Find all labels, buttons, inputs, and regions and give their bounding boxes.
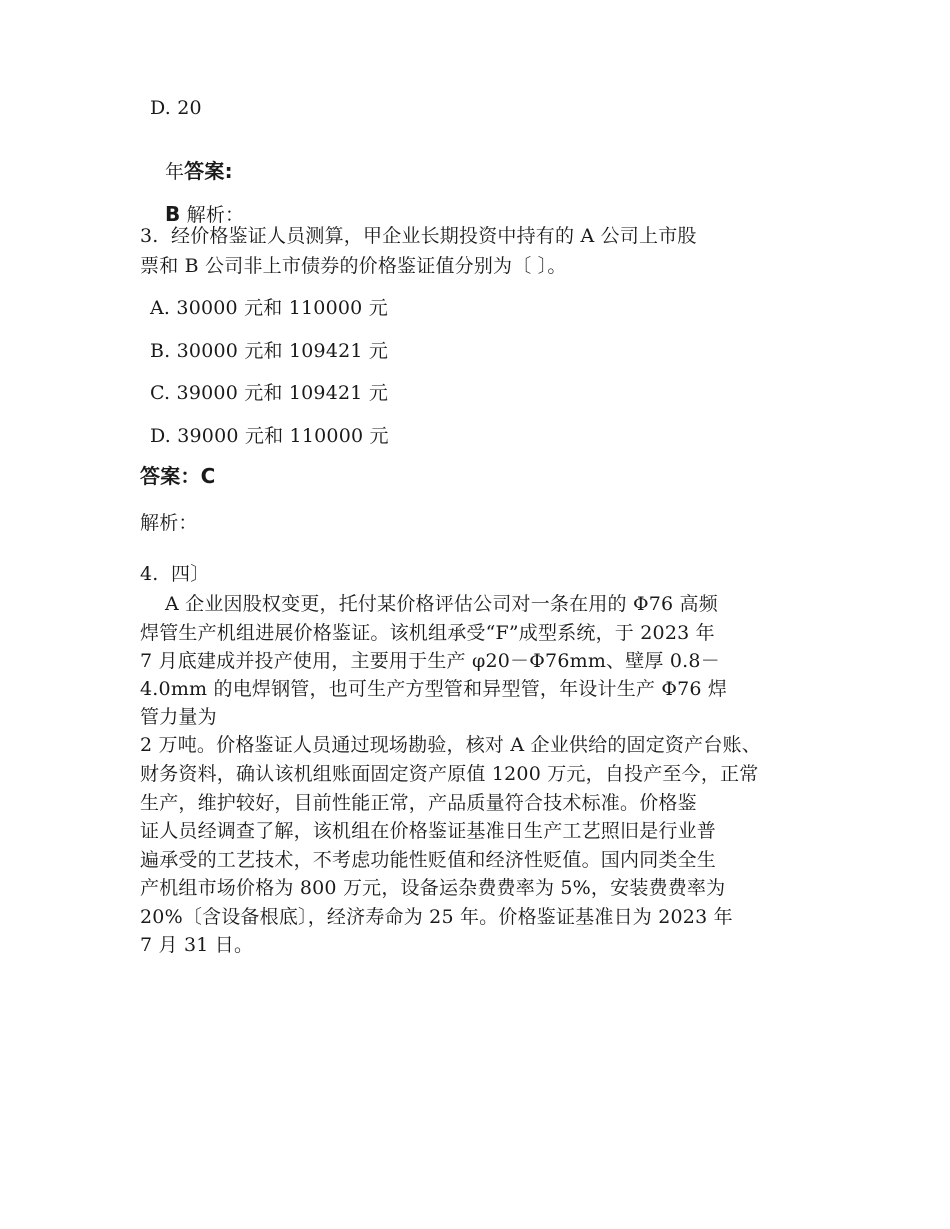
q3-option-b: B. 30000 元和 109421 元 [150,340,389,362]
q2-answer-label: 答案: [184,159,233,183]
q3-stem-line-1: 3. 经价格鉴证人员测算，甲企业长期投资中持有的 A 公司上市股 [140,225,697,247]
q4-heading: 4. 四〕 [140,563,210,585]
q2-answer-value: B [164,202,181,226]
q3-stem-line-2: 票和 B 公司非上市债券的价格鉴证值分别为〔 〕。 [140,255,567,277]
q4-line-5: 管力量为 [140,706,217,728]
q3-option-d: D. 39000 元和 110000 元 [150,425,389,447]
q4-line-2: 焊管生产机组进展价格鉴证。该机组承受“F”成型系统，于 2023 年 [140,622,715,644]
q4-line-10: 遍承受的工艺技术，不考虑功能性贬值和经济性贬值。国内同类全生 [140,849,717,871]
q4-line-3: 7 月底建成并投产使用，主要用于生产 φ20－Φ76mm、壁厚 0.8－ [140,650,720,672]
q3-option-c: C. 39000 元和 109421 元 [150,382,389,404]
q2-option-d: D. 20 [150,97,202,119]
q4-line-7: 财务资料，确认该机组账面固定资产原值 1200 万元，自投产至今，正常 [140,763,759,785]
q3-answer: 答案：C [140,464,216,488]
q4-line-13: 7 月 31 日。 [140,934,254,956]
q4-line-6: 2 万吨。价格鉴证人员通过现场勘验，核对 A 企业供给的固定资产台账、 [140,734,761,756]
q4-line-8: 生产，维护较好，目前性能正常，产品质量符合技术标准。价格鉴 [140,792,697,814]
q4-line-1: A 企业因股权变更，托付某价格评估公司对一条在用的 Φ76 高频 [140,593,718,615]
q2-analysis-label: 解析： [180,204,245,226]
q3-option-a: A. 30000 元和 110000 元 [150,297,388,319]
q4-line-11: 产机组市场价格为 800 万元，设备运杂费费率为 5%，安装费费率为 [140,877,726,899]
q3-analysis-label: 解析： [140,512,198,534]
q2-answer-prefix: 年 [164,161,185,183]
q4-line-9: 证人员经调查了解，该机组在价格鉴证基准日生产工艺照旧是行业普 [140,820,717,842]
q4-line-12: 20%〔含设备根底〕，经济寿命为 25 年。价格鉴证基准日为 2023 年 [140,906,733,928]
q4-line-4: 4.0mm 的电焊钢管，也可生产方型管和异型管，年设计生产 Φ76 焊 [140,678,728,700]
